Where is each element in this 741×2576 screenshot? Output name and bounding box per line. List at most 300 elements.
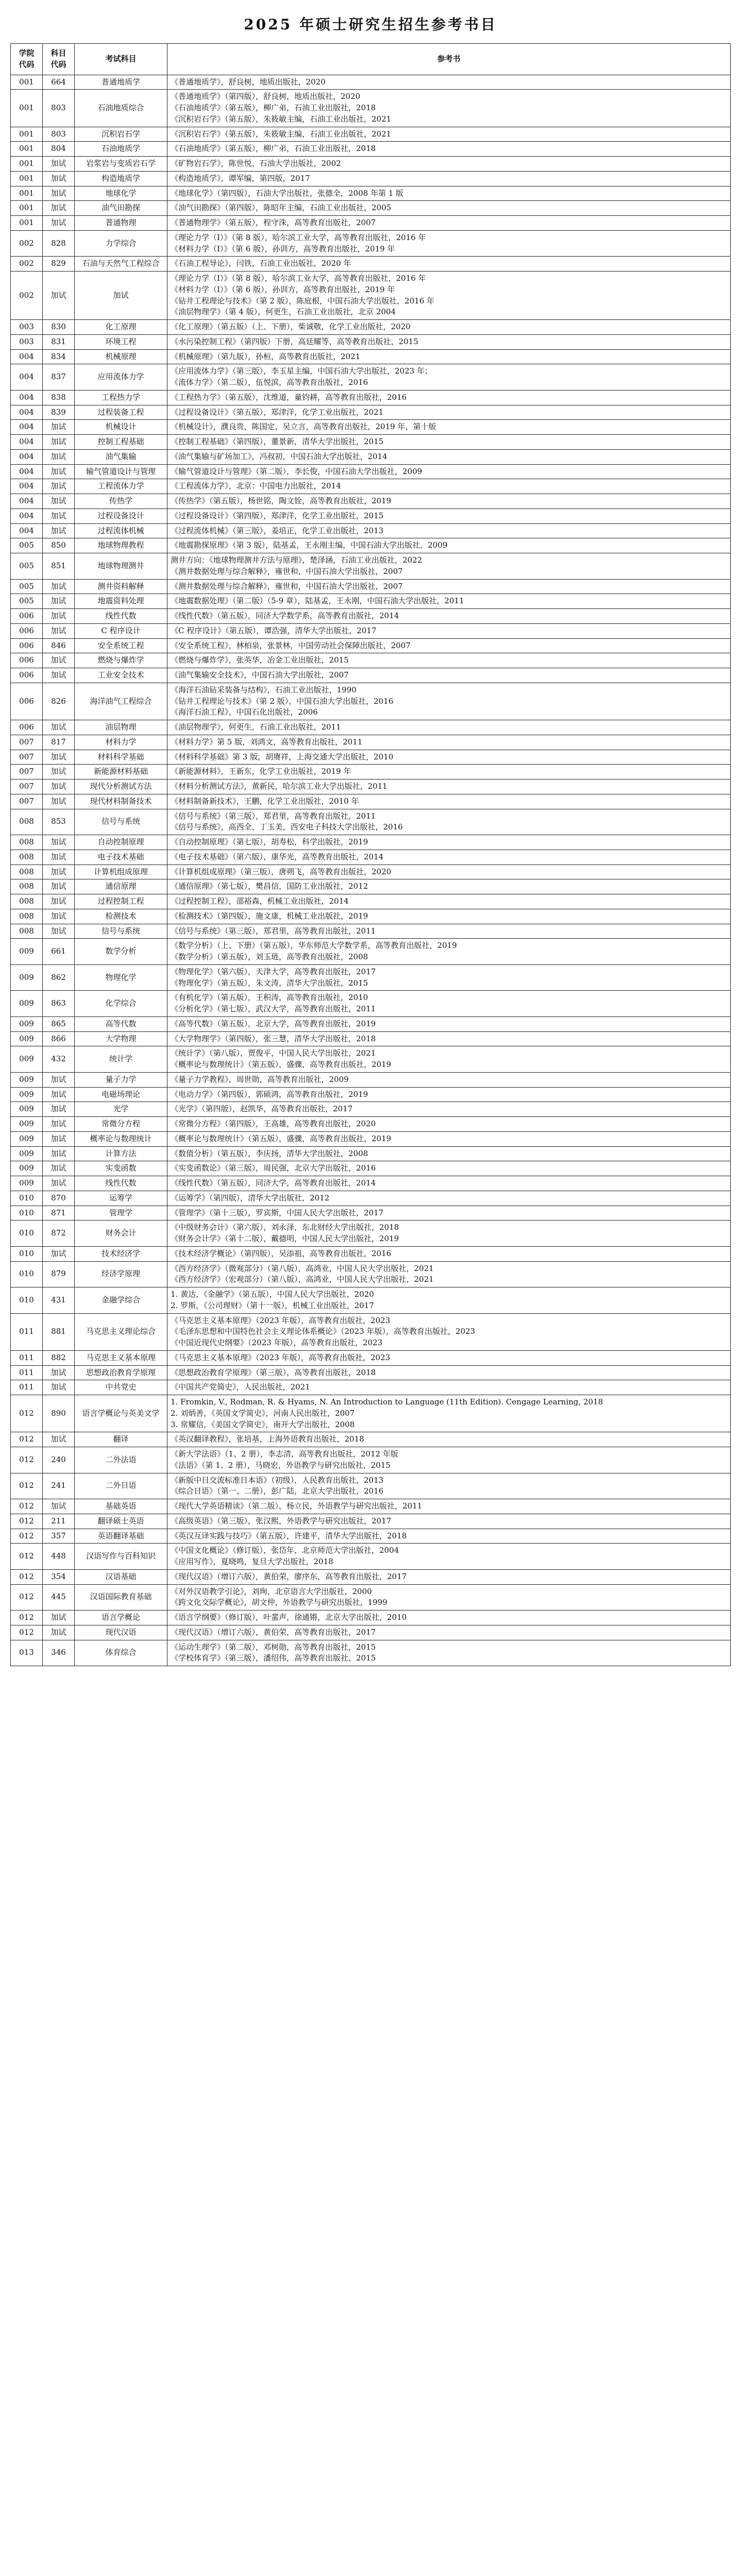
subject-code-cell: 加试 <box>43 1625 75 1640</box>
table-row <box>11 1499 731 1514</box>
subject-name-cell: 地球化学 <box>75 186 167 201</box>
reference-books-cell: 《光学》（第四版），赵凯华，高等教育出版社，2017 <box>167 1102 731 1117</box>
subject-name-cell: 现代材料制备技术 <box>75 794 167 809</box>
subject-name-cell: 语言学概论与英美文学 <box>75 1395 167 1432</box>
table-row <box>11 865 731 879</box>
subject-code-cell: 加试 <box>43 594 75 609</box>
college-code-cell: 001 <box>11 157 43 172</box>
reference-books-cell: 《沉积岩石学》（第五版），朱筱敏主编，石油工业出版社，2021 <box>167 127 731 142</box>
table-row <box>11 1246 731 1261</box>
subject-code-cell: 加试 <box>43 668 75 683</box>
subject-name-cell: 材料科学基础 <box>75 750 167 765</box>
subject-code-cell: 加试 <box>43 1117 75 1132</box>
subject-code-cell: 826 <box>43 683 75 720</box>
college-code-cell: 010 <box>11 1287 43 1314</box>
reference-books-cell: 《英汉互译实践与技巧》（第五版），许建平，清华大学出版社，2018 <box>167 1529 731 1544</box>
college-code-cell: 001 <box>11 171 43 186</box>
reference-books-cell: 《现代汉语》（增订六版），黄伯荣，廖序东，高等教育出版社，2017 <box>167 1569 731 1584</box>
table-row <box>11 653 731 668</box>
college-code-cell: 008 <box>11 809 43 835</box>
subject-code-cell: 879 <box>43 1261 75 1287</box>
reference-books-cell: 《地震数据处理》（第二版）（5-9 章），陆基孟，王永刚，中国石油大学出版社，2011 <box>167 594 731 609</box>
table-row <box>11 1365 731 1380</box>
college-code-cell: 009 <box>11 1161 43 1176</box>
subject-code-cell: 865 <box>43 1016 75 1031</box>
subject-name-cell: 新能源材料基础 <box>75 765 167 779</box>
reference-books-cell: 《技术经济学概论》（第四版），吴添祖，高等教育出版社，2016 <box>167 1246 731 1261</box>
subject-code-cell: 加试 <box>43 835 75 850</box>
subject-name-cell: 普通物理 <box>75 216 167 231</box>
subject-name-cell: 经济学原理 <box>75 1261 167 1287</box>
subject-code-cell: 加试 <box>43 157 75 172</box>
subject-name-cell: 机械设计 <box>75 420 167 435</box>
college-code-cell: 006 <box>11 653 43 668</box>
college-code-cell: 010 <box>11 1246 43 1261</box>
subject-code-cell: 866 <box>43 1031 75 1046</box>
subject-code-cell: 870 <box>43 1191 75 1206</box>
table-row <box>11 609 731 624</box>
subject-name-cell: 地震资料处理 <box>75 594 167 609</box>
subject-name-cell: 电磁场理论 <box>75 1087 167 1102</box>
college-code-cell: 012 <box>11 1473 43 1499</box>
subject-name-cell: 油层物理 <box>75 720 167 735</box>
college-code-cell: 008 <box>11 909 43 924</box>
subject-name-cell: 化工原理 <box>75 320 167 335</box>
subject-name-cell: 工程流体力学 <box>75 479 167 494</box>
reference-books-cell: 《信号与系统》（第三版），郑君里，高等教育出版社，2011 <box>167 924 731 939</box>
subject-code-cell: 837 <box>43 364 75 391</box>
table-row <box>11 1640 731 1666</box>
table-row <box>11 464 731 479</box>
subject-code-cell: 加试 <box>43 494 75 509</box>
subject-code-cell: 432 <box>43 1046 75 1073</box>
table-row <box>11 216 731 231</box>
subject-name-cell: 构造地质学 <box>75 171 167 186</box>
reference-books-cell: 《新版中日交流标准日本语》（初级），人民教育出版社，2013 《综合日语》（第一、二册），彭广陆，北京大学出版社，2016 <box>167 1473 731 1499</box>
table-row <box>11 1131 731 1146</box>
reference-books-cell: 《海洋石油钻采装备与结构》，石油工业出版社，1990 《钻井工程理论与技术》（第 2 版），中国石油大学出版社，2016 《海洋石油工程》，中国石化出版社，2006 <box>167 683 731 720</box>
reference-books-cell: 《普通地质学》（第四版），舒良树，地质出版社，2020 《石油地质学》（第五版），柳广弟，石油工业出版社，2018 《沉积岩石学》（第五版），朱筱敏主编，石油工业出版社，2021 <box>167 90 731 127</box>
table-row <box>11 1569 731 1584</box>
reference-books-cell: 《线性代数》（第五版），同济大学，高等教育出版社，2014 <box>167 1176 731 1191</box>
table-row <box>11 1287 731 1314</box>
reference-books-cell: 《高级英语》（第三版），张汉熙，外语教学与研究出版社，2017 <box>167 1514 731 1529</box>
college-code-cell: 009 <box>11 1131 43 1146</box>
college-code-cell: 012 <box>11 1514 43 1529</box>
reference-books-cell: 《概率论与数理统计》（第五版），盛骤，高等教育出版社，2019 <box>167 1131 731 1146</box>
college-code-cell: 004 <box>11 464 43 479</box>
subject-code-cell: 241 <box>43 1473 75 1499</box>
subject-name-cell: 输气管道设计与管理 <box>75 464 167 479</box>
subject-code-cell: 211 <box>43 1514 75 1529</box>
table-row <box>11 809 731 835</box>
reference-books-cell: 《燃烧与爆炸学》，张英华，冶金工业出版社，2015 <box>167 653 731 668</box>
reference-books-cell: 《普通地质学》，舒良树，地质出版社，2020 <box>167 75 731 90</box>
reference-books-cell: 《线性代数》（第五版），同济大学数学系，高等教育出版社，2014 <box>167 609 731 624</box>
table-row <box>11 939 731 965</box>
subject-name-cell: 英语翻译基础 <box>75 1529 167 1544</box>
table-row <box>11 538 731 553</box>
table-row <box>11 127 731 142</box>
subject-code-cell: 加试 <box>43 1146 75 1161</box>
reference-books-cell: 《统计学》（第八版），贾俊平，中国人民大学出版社，2021 《概率论与数理统计》（第五版），盛骤，高等教育出版社，2019 <box>167 1046 731 1073</box>
table-row <box>11 479 731 494</box>
reference-books-cell: 《运动生理学》（第二版），邓树勋，高等教育出版社，2015 《学校体育学》（第三版），潘绍伟，高等教育出版社，2015 <box>167 1640 731 1666</box>
table-row <box>11 1529 731 1544</box>
college-code-cell: 004 <box>11 523 43 538</box>
subject-name-cell: 信号与系统 <box>75 924 167 939</box>
table-row <box>11 991 731 1017</box>
subject-code-cell: 804 <box>43 142 75 157</box>
table-row <box>11 272 731 320</box>
subject-code-cell: 872 <box>43 1221 75 1247</box>
subject-name-cell: 运筹学 <box>75 1191 167 1206</box>
subject-code-cell: 加试 <box>43 201 75 216</box>
reference-books-cell: 《机械设计》，濮良贵，陈国定，吴立言，高等教育出版社，2019 年，第十版 <box>167 420 731 435</box>
table-row <box>11 390 731 405</box>
subject-code-cell: 加试 <box>43 435 75 450</box>
college-code-cell: 012 <box>11 1584 43 1611</box>
reference-books-cell: 1. Fromkin, V., Rodman, R. & Hyams, N. An Introduction to Language (11th Edition). Cengage Learning, 2018 2. 刘炳善，《英国文学简史》，河南人民出版社，2007 3. 常耀信，《美国文学简史》，南开大学出版社，2008 <box>167 1395 731 1432</box>
subject-code-cell: 445 <box>43 1584 75 1611</box>
college-code-cell: 007 <box>11 779 43 794</box>
subject-name-cell: 汉语写作与百科知识 <box>75 1544 167 1570</box>
college-code-cell: 011 <box>11 1365 43 1380</box>
college-code-cell: 003 <box>11 334 43 349</box>
college-code-cell: 010 <box>11 1261 43 1287</box>
college-code-cell: 002 <box>11 257 43 272</box>
subject-name-cell: 中共党史 <box>75 1380 167 1395</box>
college-code-cell: 004 <box>11 349 43 364</box>
subject-code-cell: 加试 <box>43 479 75 494</box>
reference-book-table <box>10 43 731 1666</box>
table-row <box>11 171 731 186</box>
college-code-cell: 008 <box>11 879 43 894</box>
college-code-cell: 008 <box>11 835 43 850</box>
table-row <box>11 668 731 683</box>
subject-name-cell: 光学 <box>75 1102 167 1117</box>
subject-code-cell: 加试 <box>43 623 75 638</box>
subject-name-cell: 工程热力学 <box>75 390 167 405</box>
reference-books-cell: 《运筹学》（第四版），清华大学出版社，2012 <box>167 1191 731 1206</box>
college-code-cell: 004 <box>11 479 43 494</box>
college-code-cell: 004 <box>11 405 43 420</box>
college-code-cell: 007 <box>11 765 43 779</box>
subject-name-cell: 传热学 <box>75 494 167 509</box>
subject-code-cell: 846 <box>43 638 75 653</box>
subject-code-cell: 加试 <box>43 1380 75 1395</box>
subject-name-cell: 高等代数 <box>75 1016 167 1031</box>
subject-code-cell: 加试 <box>43 794 75 809</box>
college-code-cell: 008 <box>11 924 43 939</box>
column-header-college-code: 学院 代码 <box>11 44 43 75</box>
college-code-cell: 012 <box>11 1432 43 1447</box>
subject-code-cell: 240 <box>43 1447 75 1473</box>
reference-books-cell: 《大学物理学》（第四版），张三慧，清华大学出版社，2018 <box>167 1031 731 1046</box>
table-row <box>11 1161 731 1176</box>
college-code-cell: 009 <box>11 939 43 965</box>
college-code-cell: 004 <box>11 420 43 435</box>
college-code-cell: 004 <box>11 364 43 391</box>
subject-name-cell: 实变函数 <box>75 1161 167 1176</box>
subject-code-cell: 431 <box>43 1287 75 1314</box>
reference-books-cell: 《过程流体机械》（第三版），姜培正，化学工业出版社，2013 <box>167 523 731 538</box>
subject-name-cell: 材料力学 <box>75 735 167 750</box>
subject-name-cell: 通信原理 <box>75 879 167 894</box>
subject-name-cell: 测井资料解释 <box>75 579 167 594</box>
column-header-subject: 考试科目 <box>75 44 167 75</box>
subject-code-cell: 加试 <box>43 186 75 201</box>
table-row <box>11 1031 731 1046</box>
table-row <box>11 1176 731 1191</box>
subject-name-cell: 岩浆岩与变质岩石学 <box>75 157 167 172</box>
subject-name-cell: 数学分析 <box>75 939 167 965</box>
reference-books-cell: 《数值分析》（第五版），李庆扬，清华大学出版社，2008 <box>167 1146 731 1161</box>
subject-code-cell: 加试 <box>43 909 75 924</box>
subject-name-cell: 环境工程 <box>75 334 167 349</box>
table-row <box>11 850 731 865</box>
table-row <box>11 765 731 779</box>
reference-books-cell: 《材料科学基础》第 3 版，胡赓祥，上海交通大学出版社，2010 <box>167 750 731 765</box>
reference-books-cell: 《矿物岩石学》，陈世悦，石油大学出版社，2002 <box>167 157 731 172</box>
college-code-cell: 011 <box>11 1350 43 1365</box>
table-row <box>11 420 731 435</box>
subject-name-cell: 信号与系统 <box>75 809 167 835</box>
table-row <box>11 1016 731 1031</box>
subject-name-cell: 二外日语 <box>75 1473 167 1499</box>
subject-name-cell: 电子技术基础 <box>75 850 167 865</box>
subject-name-cell: 过程流体机械 <box>75 523 167 538</box>
reference-books-cell: 《过程设备设计》（第五版），郑津洋，化学工业出版社，2021 <box>167 405 731 420</box>
table-row <box>11 720 731 735</box>
subject-code-cell: 882 <box>43 1350 75 1365</box>
subject-name-cell: 体育综合 <box>75 1640 167 1666</box>
subject-name-cell: 石油地质综合 <box>75 90 167 127</box>
college-code-cell: 005 <box>11 579 43 594</box>
table-row <box>11 186 731 201</box>
table-row <box>11 794 731 809</box>
subject-code-cell: 加试 <box>43 1365 75 1380</box>
table-row <box>11 435 731 450</box>
subject-code-cell: 加试 <box>43 1432 75 1447</box>
reference-books-cell: 《理论力学（Ⅰ）》（第 8 版），哈尔滨工业大学，高等教育出版社，2016 年 《材料力学（Ⅰ）》（第 6 版），孙训方，高等教育出版社，2019 年 《钻井工程理论与技术》（第 2 版），陈庭根，中国石油大学出版社，2016 年 《油层物理学》（第 4 版），何更生，石油工业出版社，北京 2004 <box>167 272 731 320</box>
reference-books-cell: 《西方经济学》（微观部分）（第八版），高鸿业，中国人民大学出版社，2021 《西方经济学》（宏观部分）（第八版），高鸿业，中国人民大学出版社，2021 <box>167 1261 731 1287</box>
college-code-cell: 008 <box>11 850 43 865</box>
subject-name-cell: 控制工程基础 <box>75 435 167 450</box>
subject-code-cell: 加试 <box>43 509 75 523</box>
subject-code-cell: 664 <box>43 75 75 90</box>
subject-code-cell: 加试 <box>43 1246 75 1261</box>
reference-books-cell: 《机械原理》（第九版），孙桓，高等教育出版社，2021 <box>167 349 731 364</box>
reference-books-cell: 《管理学》（第十三版），罗宾斯，中国人民大学出版社，2017 <box>167 1206 731 1221</box>
reference-books-cell: 《对外汉语教学引论》，刘珣，北京语言大学出版社，2000 《跨文化交际学概论》，胡文仲，外语教学与研究出版社，1999 <box>167 1584 731 1611</box>
subject-code-cell: 加试 <box>43 1499 75 1514</box>
college-code-cell: 009 <box>11 964 43 991</box>
reference-books-cell: 《信号与系统》（第三版），郑君里，高等教育出版社，2011 《信号与系统》，高西全，丁玉美，西安电子科技大学出版社，2016 <box>167 809 731 835</box>
subject-name-cell: 石油与天然气工程综合 <box>75 257 167 272</box>
college-code-cell: 011 <box>11 1380 43 1395</box>
reference-books-cell: 《输气管道设计与管理》（第二版），李长俊，中国石油大学出版社，2009 <box>167 464 731 479</box>
reference-books-cell: 《油气田勘探》（第四版），陈昭年主编，石油工业出版社，2005 <box>167 201 731 216</box>
college-code-cell: 013 <box>11 1640 43 1666</box>
reference-books-cell: 《工程热力学》（第五版），沈维道，童钧耕，高等教育出版社，2016 <box>167 390 731 405</box>
college-code-cell: 006 <box>11 638 43 653</box>
subject-code-cell: 661 <box>43 939 75 965</box>
college-code-cell: 001 <box>11 127 43 142</box>
reference-books-cell: 1. 黄达，《金融学》（第五版），中国人民大学出版社，2020 2. 罗斯，《公司理财》（第十一版），机械工业出版社，2017 <box>167 1287 731 1314</box>
college-code-cell: 003 <box>11 320 43 335</box>
subject-code-cell: 354 <box>43 1569 75 1584</box>
table-row <box>11 494 731 509</box>
table-header-row <box>11 44 731 75</box>
reference-books-cell: 《C 程序设计》（第五版），谭浩强，清华大学出版社，2017 <box>167 623 731 638</box>
subject-name-cell: 管理学 <box>75 1206 167 1221</box>
college-code-cell: 007 <box>11 794 43 809</box>
table-row <box>11 1473 731 1499</box>
college-code-cell: 012 <box>11 1625 43 1640</box>
reference-books-cell: 《材料力学》第 5 版，刘鸿文，高等教育出版社，2011 <box>167 735 731 750</box>
subject-code-cell: 加试 <box>43 1131 75 1146</box>
subject-name-cell: 过程装备工程 <box>75 405 167 420</box>
subject-name-cell: 现代汉语 <box>75 1625 167 1640</box>
column-header-books: 参考书 <box>167 44 731 75</box>
table-row <box>11 835 731 850</box>
reference-books-cell: 《地震勘探原理》（第 3 版），陆基孟，王永刚主编，中国石油大学出版社，2009 <box>167 538 731 553</box>
column-header-subject-code: 科目 代码 <box>43 44 75 75</box>
college-code-cell: 009 <box>11 991 43 1017</box>
table-row <box>11 623 731 638</box>
table-row <box>11 553 731 580</box>
subject-code-cell: 加试 <box>43 653 75 668</box>
subject-name-cell: 常微分方程 <box>75 1117 167 1132</box>
subject-name-cell: 技术经济学 <box>75 1246 167 1261</box>
reference-books-cell: 《化工原理》（第五版）（上、下册），柴诚敬，化学工业出版社，2020 <box>167 320 731 335</box>
table-row <box>11 909 731 924</box>
college-code-cell: 001 <box>11 142 43 157</box>
reference-books-cell: 《检测技术》（第四版），施文康，机械工业出版社，2019 <box>167 909 731 924</box>
subject-code-cell: 加试 <box>43 449 75 464</box>
subject-name-cell: 安全系统工程 <box>75 638 167 653</box>
reference-books-cell: 《中级财务会计》（第六版），刘永泽，东北财经大学出版社，2018 《财务会计学》（第十二版），戴德明，中国人民大学出版社，2019 <box>167 1221 731 1247</box>
table-row <box>11 320 731 335</box>
table-row <box>11 894 731 909</box>
table-row <box>11 449 731 464</box>
subject-name-cell: 加试 <box>75 272 167 320</box>
reference-books-cell: 《构造地质学》，谭军编，第四版，2017 <box>167 171 731 186</box>
subject-code-cell: 850 <box>43 538 75 553</box>
subject-code-cell: 828 <box>43 230 75 257</box>
subject-name-cell: 概率论与数理统计 <box>75 1131 167 1146</box>
college-code-cell: 005 <box>11 594 43 609</box>
reference-books-cell: 《石油地质学》（第五版），柳广弟，石油工业出版社，2018 <box>167 142 731 157</box>
college-code-cell: 002 <box>11 230 43 257</box>
subject-code-cell: 881 <box>43 1313 75 1350</box>
college-code-cell: 004 <box>11 449 43 464</box>
subject-code-cell: 加试 <box>43 523 75 538</box>
college-code-cell: 001 <box>11 75 43 90</box>
table-body <box>11 75 731 1666</box>
subject-code-cell: 803 <box>43 127 75 142</box>
college-code-cell: 012 <box>11 1611 43 1625</box>
college-code-cell: 012 <box>11 1499 43 1514</box>
college-code-cell: 007 <box>11 750 43 765</box>
college-code-cell: 012 <box>11 1544 43 1570</box>
college-code-cell: 009 <box>11 1016 43 1031</box>
subject-name-cell: 马克思主义基本原理 <box>75 1350 167 1365</box>
subject-code-cell: 803 <box>43 90 75 127</box>
college-code-cell: 009 <box>11 1176 43 1191</box>
table-row <box>11 579 731 594</box>
table-row <box>11 157 731 172</box>
reference-books-cell: 《电动力学》（第四版），郭硕鸿，高等教育出版社，2019 <box>167 1087 731 1102</box>
subject-code-cell: 加试 <box>43 579 75 594</box>
reference-books-cell: 《工程流体力学》，北京：中国电力出版社，2014 <box>167 479 731 494</box>
reference-books-cell: 《常微分方程》（第四版），王高雄，高等教育出版社，2020 <box>167 1117 731 1132</box>
subject-name-cell: 过程设备设计 <box>75 509 167 523</box>
table-row <box>11 683 731 720</box>
subject-name-cell: 计算机组成原理 <box>75 865 167 879</box>
table-row <box>11 349 731 364</box>
college-code-cell: 004 <box>11 494 43 509</box>
college-code-cell: 010 <box>11 1206 43 1221</box>
reference-books-cell: 《材料制备新技术》，王鹏，化学工业出版社，2010 年 <box>167 794 731 809</box>
subject-name-cell: 应用流体力学 <box>75 364 167 391</box>
subject-name-cell: 翻译 <box>75 1432 167 1447</box>
college-code-cell: 001 <box>11 216 43 231</box>
college-code-cell: 004 <box>11 509 43 523</box>
subject-name-cell: 汉语国际教育基础 <box>75 1584 167 1611</box>
table-row <box>11 735 731 750</box>
table-row <box>11 1206 731 1221</box>
reference-books-cell: 《普通物理学》（第五版），程守洙，高等教育出版社，2007 <box>167 216 731 231</box>
reference-books-cell: 《有机化学》（第五版），王积涛，高等教育出版社，2010 《分析化学》（第七版），武汉大学，高等教育出版社，2011 <box>167 991 731 1017</box>
subject-code-cell: 加试 <box>43 850 75 865</box>
reference-books-cell: 《马克思主义基本原理》（2023 年版），高等教育出版社，2023 <box>167 1350 731 1365</box>
table-row <box>11 1432 731 1447</box>
subject-code-cell: 加试 <box>43 779 75 794</box>
college-code-cell: 001 <box>11 186 43 201</box>
subject-name-cell: 汉语基础 <box>75 1569 167 1584</box>
subject-code-cell: 839 <box>43 405 75 420</box>
subject-name-cell: 语言学概论 <box>75 1611 167 1625</box>
subject-code-cell: 890 <box>43 1395 75 1432</box>
subject-code-cell: 863 <box>43 991 75 1017</box>
table-row <box>11 1447 731 1473</box>
subject-code-cell: 862 <box>43 964 75 991</box>
subject-code-cell: 加试 <box>43 171 75 186</box>
subject-name-cell: C 程序设计 <box>75 623 167 638</box>
subject-name-cell: 化学综合 <box>75 991 167 1017</box>
subject-code-cell: 加试 <box>43 216 75 231</box>
subject-code-cell: 871 <box>43 1206 75 1221</box>
table-row <box>11 405 731 420</box>
college-code-cell: 009 <box>11 1146 43 1161</box>
subject-name-cell: 地球物理测井 <box>75 553 167 580</box>
reference-books-cell: 《新大学法语》（1、2 册），李志清，高等教育出版社，2012 年版 《法语》（第 1、2 册），马晓宏，外语教学与研究出版社，2015 <box>167 1447 731 1473</box>
subject-name-cell: 金融学综合 <box>75 1287 167 1314</box>
reference-books-cell: 《中国共产党简史》，人民出版社，2021 <box>167 1380 731 1395</box>
table-row <box>11 750 731 765</box>
subject-name-cell: 线性代数 <box>75 609 167 624</box>
subject-code-cell: 829 <box>43 257 75 272</box>
subject-name-cell: 思想政治教育学原理 <box>75 1365 167 1380</box>
college-code-cell: 007 <box>11 735 43 750</box>
subject-name-cell: 机械原理 <box>75 349 167 364</box>
subject-code-cell: 加试 <box>43 464 75 479</box>
subject-code-cell: 加试 <box>43 924 75 939</box>
reference-books-cell: 《马克思主义基本原理》（2023 年版），高等教育出版社，2023 《毛泽东思想和中国特色社会主义理论体系概论》（2023 年版），高等教育出版社，2023 《中国近现代史纲要》（2023 年版），高等教育出版社，2023 <box>167 1313 731 1350</box>
table-row <box>11 1087 731 1102</box>
